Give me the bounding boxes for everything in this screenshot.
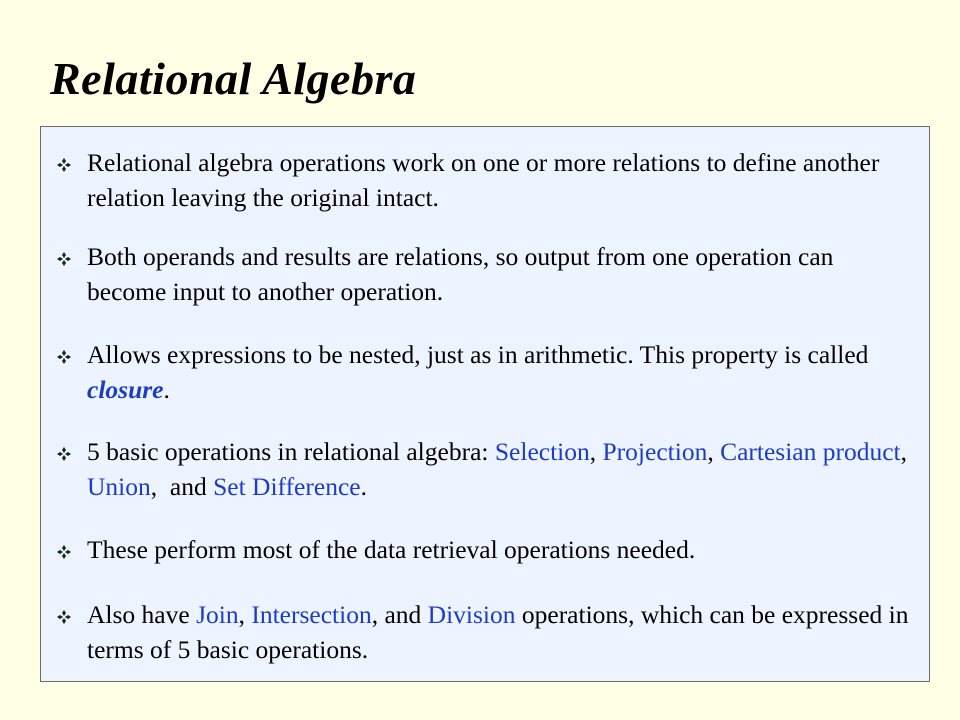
bullet-text: operations, which can be expressed in terms of 5 basic operations. (87, 600, 909, 664)
bullet-text: Relational algebra operations work on one or more relations to define another relation leaving the original intact. (87, 148, 880, 212)
slide-title: Relational Algebra (50, 53, 417, 104)
closure-term: closure (87, 375, 164, 404)
operation-term: Union (87, 472, 151, 501)
four-diamond-icon (57, 158, 71, 172)
operation-term: Projection (602, 437, 708, 466)
four-diamond-icon (57, 610, 71, 624)
separator: , and (150, 472, 214, 501)
bullet-text: . (163, 375, 170, 404)
operation-term: Selection (494, 437, 590, 466)
bullet-text: Both operands and results are relations, so output from one operation can become input to another operation. (87, 242, 834, 306)
operation-term: Intersection (251, 600, 372, 629)
bullet-item (87, 532, 917, 567)
separator: , (238, 600, 252, 629)
bullet-item (87, 337, 917, 407)
bullet-item (87, 597, 917, 667)
separator: , and (371, 600, 428, 629)
operation-term: Set Difference (213, 472, 361, 501)
operation-term: Join (196, 600, 239, 629)
operation-term: Division (427, 600, 516, 629)
separator: , (900, 437, 908, 466)
bullet-text: Also have (87, 600, 197, 629)
bullet-text: These perform most of the data retrieval operations needed. (87, 535, 696, 564)
four-diamond-icon (57, 447, 71, 461)
operation-term: Cartesian product (720, 437, 901, 466)
bullet-item (87, 145, 917, 215)
four-diamond-icon (57, 545, 71, 559)
bullet-item (87, 239, 917, 309)
separator: , (589, 437, 603, 466)
bullet-text: 5 basic operations in relational algebra: (87, 437, 495, 466)
separator: . (360, 472, 367, 501)
content-box (40, 126, 930, 682)
bullet-text: Allows expressions to be nested, just as in arithmetic. This property is called (87, 340, 869, 369)
separator: , (707, 437, 721, 466)
bullet-item (87, 434, 917, 504)
four-diamond-icon (57, 350, 71, 364)
four-diamond-icon (57, 252, 71, 266)
